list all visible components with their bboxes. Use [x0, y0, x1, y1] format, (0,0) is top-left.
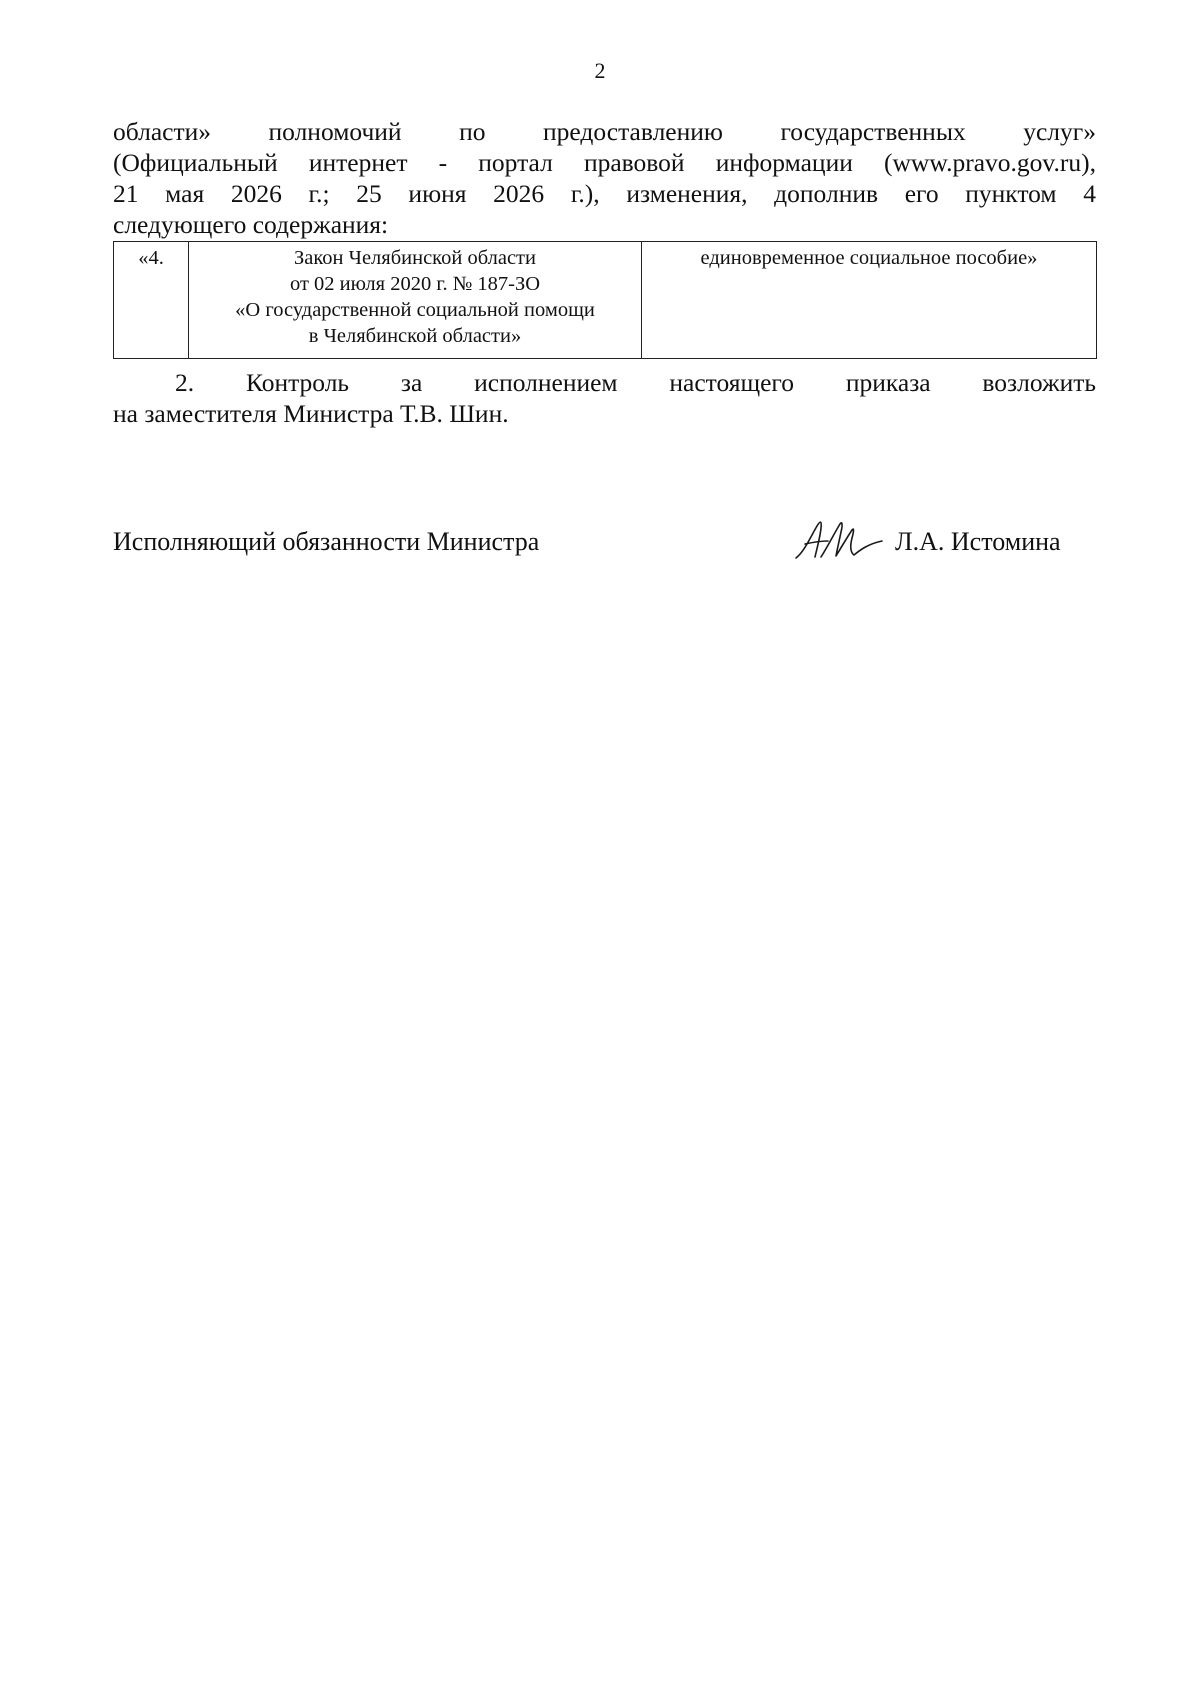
paragraph-line: области» полномочий по предоставлению государственных услуг» [113, 117, 1096, 146]
paragraph-line: следующего содержания: [113, 210, 389, 239]
control-paragraph [113, 367, 1096, 429]
paragraph-line: 21 мая 2026 г.; 25 июня 2026 г.), изменения, дополнив его пунктом 4 [113, 179, 1096, 208]
amendment-paragraph [113, 116, 1096, 240]
signer-title: Исполняющий обязанности Министра [113, 527, 540, 556]
law-line: в Челябинской области» [308, 325, 522, 347]
paragraph-line: (Официальный интернет - портал правовой информации (www.pravo.gov.ru), [113, 148, 1096, 177]
signer-name: Л.А. Истомина [895, 527, 1061, 556]
law-reference-cell [189, 242, 642, 359]
service-cell: единовременное социальное пособие» [642, 242, 1097, 359]
item-number-cell: «4. [114, 242, 189, 359]
law-line: от 02 июля 2020 г. № 187-ЗО [289, 273, 541, 295]
inserted-item-table [113, 241, 1097, 359]
page-number: 2 [594, 58, 606, 83]
law-line: «О государственной социальной помощи [235, 299, 595, 321]
paragraph-line: 2. Контроль за исполнением настоящего приказа возложить [175, 368, 1096, 397]
law-line: Закон Челябинской области [294, 247, 536, 269]
handwritten-signature [790, 508, 890, 568]
paragraph-line: на заместителя Министра Т.В. Шин. [113, 399, 509, 428]
table-row [114, 242, 1097, 359]
